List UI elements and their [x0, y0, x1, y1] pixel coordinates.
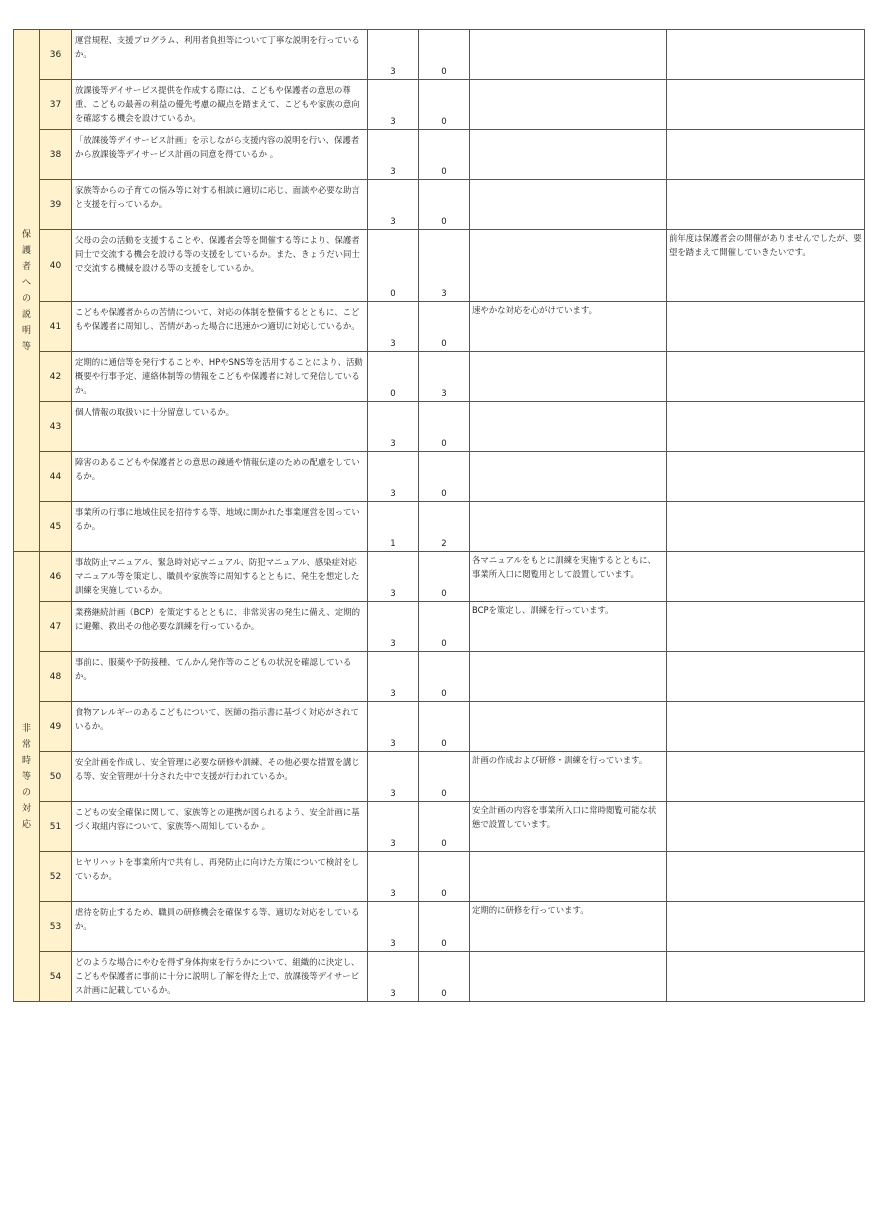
evaluation-table — [13, 29, 865, 1002]
comment-cell — [470, 452, 667, 502]
yes-count: 3 — [368, 180, 419, 230]
section-label-char: 非 — [21, 723, 31, 734]
no-count: 0 — [419, 30, 470, 80]
improvement-cell — [667, 652, 865, 702]
item-number: 40 — [40, 230, 72, 302]
no-count: 0 — [419, 602, 470, 652]
comment-cell — [470, 80, 667, 130]
yes-count: 3 — [368, 952, 419, 1002]
yes-count: 3 — [368, 652, 419, 702]
item-number: 39 — [40, 180, 72, 230]
no-count: 0 — [419, 852, 470, 902]
comment-cell — [470, 180, 667, 230]
question-text: こどもの安全確保に関して、家族等との連携が図られるよう、安全計画に基づく取組内容について、家族等へ周知しているか 。 — [72, 802, 368, 852]
comment-cell — [470, 502, 667, 552]
question-text: 定期的に通信等を発行することや、HPやSNS等を活用することにより、活動概要や行事予定、連絡体制等の情報をこどもや保護者に対して発信しているか。 — [72, 352, 368, 402]
improvement-cell — [667, 952, 865, 1002]
table-row — [14, 180, 865, 230]
improvement-cell — [667, 602, 865, 652]
section-label-char: 等 — [21, 771, 31, 782]
item-number: 38 — [40, 130, 72, 180]
table-row — [14, 952, 865, 1002]
question-text: 個人情報の取扱いに十分留意しているか。 — [72, 402, 368, 452]
section-label-emergency — [14, 552, 40, 1002]
no-count: 0 — [419, 302, 470, 352]
yes-count: 3 — [368, 302, 419, 352]
item-number: 45 — [40, 502, 72, 552]
comment-cell: 速やかな対応を心がけています。 — [470, 302, 667, 352]
improvement-cell — [667, 852, 865, 902]
section-label-char: 明 — [21, 325, 31, 336]
table-row — [14, 852, 865, 902]
yes-count: 3 — [368, 802, 419, 852]
item-number: 51 — [40, 802, 72, 852]
improvement-cell — [667, 702, 865, 752]
table-row — [14, 702, 865, 752]
yes-count: 3 — [368, 80, 419, 130]
no-count: 2 — [419, 502, 470, 552]
table-row — [14, 302, 865, 352]
improvement-cell — [667, 552, 865, 602]
section-label-char: へ — [21, 277, 31, 288]
no-count: 3 — [419, 230, 470, 302]
yes-count: 3 — [368, 402, 419, 452]
improvement-cell — [667, 502, 865, 552]
no-count: 0 — [419, 402, 470, 452]
table-body — [14, 30, 865, 1002]
yes-count: 0 — [368, 230, 419, 302]
question-text: 食物アレルギーのあるこどもについて、医師の指示書に基づく対応がされているか。 — [72, 702, 368, 752]
comment-cell: 計画の作成および研修・訓練を行っています。 — [470, 752, 667, 802]
section-label-char: 常 — [21, 739, 31, 750]
improvement-cell — [667, 180, 865, 230]
item-number: 47 — [40, 602, 72, 652]
no-count: 0 — [419, 802, 470, 852]
item-number: 43 — [40, 402, 72, 452]
table-row — [14, 552, 865, 602]
improvement-cell — [667, 752, 865, 802]
section-label-char: 説 — [21, 309, 31, 320]
no-count: 0 — [419, 902, 470, 952]
question-text: 業務継続計画（BCP）を策定するとともに、非常災害の発生に備え、定期的に避難、救出その他必要な訓練を行っているか。 — [72, 602, 368, 652]
question-text: 運営規程、支援プログラム、利用者負担等について丁寧な説明を行っているか。 — [72, 30, 368, 80]
item-number: 44 — [40, 452, 72, 502]
section-label-char: 護 — [21, 245, 31, 256]
comment-cell — [470, 402, 667, 452]
comment-cell: 定期的に研修を行っています。 — [470, 902, 667, 952]
question-text: 事前に、服薬や予防接種、てんかん発作等のこどもの状況を確認しているか。 — [72, 652, 368, 702]
yes-count: 3 — [368, 702, 419, 752]
no-count: 0 — [419, 702, 470, 752]
improvement-cell — [667, 30, 865, 80]
yes-count: 3 — [368, 30, 419, 80]
yes-count: 3 — [368, 902, 419, 952]
question-text: どのような場合にやむを得ず身体拘束を行うかについて、組織的に決定し、こどもや保護者に事前に十分に説明し了解を得た上で、放課後等デイサービス計画に記載しているか。 — [72, 952, 368, 1002]
yes-count: 3 — [368, 552, 419, 602]
comment-cell: 各マニュアルをもとに訓練を実施するとともに、事業所入口に閲覧用として設置しています。 — [470, 552, 667, 602]
section-label-guardian — [14, 30, 40, 552]
question-text: 障害のあるこどもや保護者との意思の疎通や情報伝達のための配慮をしているか。 — [72, 452, 368, 502]
question-text: こどもや保護者からの苦情について、対応の体制を整備するとともに、こどもや保護者に周知し、苦情があった場合に迅速かつ適切に対応しているか。 — [72, 302, 368, 352]
comment-cell: BCPを策定し、訓練を行っています。 — [470, 602, 667, 652]
improvement-cell — [667, 902, 865, 952]
item-number: 42 — [40, 352, 72, 402]
no-count: 0 — [419, 552, 470, 602]
improvement-cell — [667, 402, 865, 452]
item-number: 54 — [40, 952, 72, 1002]
comment-cell — [470, 952, 667, 1002]
yes-count: 3 — [368, 752, 419, 802]
table-row — [14, 502, 865, 552]
question-text: 事故防止マニュアル、緊急時対応マニュアル、防犯マニュアル、感染症対応マニュアル等を策定し、職員や家族等に周知するとともに、発生を想定した訓練を実施しているか。 — [72, 552, 368, 602]
section-label-char: 者 — [21, 261, 31, 272]
no-count: 0 — [419, 130, 470, 180]
no-count: 0 — [419, 80, 470, 130]
comment-cell — [470, 30, 667, 80]
item-number: 36 — [40, 30, 72, 80]
improvement-cell — [667, 80, 865, 130]
no-count: 0 — [419, 180, 470, 230]
table-row — [14, 130, 865, 180]
question-text: 安全計画を作成し、安全管理に必要な研修や訓練、その他必要な措置を講じる等、安全管理が十分された中で支援が行われているか。 — [72, 752, 368, 802]
table-row — [14, 752, 865, 802]
yes-count: 3 — [368, 452, 419, 502]
table-row — [14, 30, 865, 80]
section-label-char: 時 — [21, 755, 31, 766]
section-label-char: 対 — [21, 803, 31, 814]
section-label-char: の — [21, 787, 31, 798]
yes-count: 3 — [368, 130, 419, 180]
improvement-cell — [667, 352, 865, 402]
question-text: 父母の会の活動を支援することや、保護者会等を開催する等により、保護者同士で交流する機会を設ける等の支援をしているか。また、きょうだい同士で交流する機械を設ける等の支援をしているか。 — [72, 230, 368, 302]
no-count: 0 — [419, 752, 470, 802]
section-label-char: 応 — [21, 819, 31, 830]
question-text: 事業所の行事に地域住民を招待する等、地域に開かれた事業運営を図っているか。 — [72, 502, 368, 552]
table-row — [14, 452, 865, 502]
yes-count: 3 — [368, 852, 419, 902]
item-number: 37 — [40, 80, 72, 130]
question-text: 「放課後等デイサービス計画」を示しながら支援内容の説明を行い、保護者から放課後等デイサービス計画の同意を得ているか 。 — [72, 130, 368, 180]
improvement-cell — [667, 130, 865, 180]
improvement-cell — [667, 452, 865, 502]
question-text: 虐待を防止するため、職員の研修機会を確保する等、適切な対応をしているか。 — [72, 902, 368, 952]
no-count: 0 — [419, 952, 470, 1002]
table-row — [14, 402, 865, 452]
yes-count: 1 — [368, 502, 419, 552]
item-number: 46 — [40, 552, 72, 602]
comment-cell — [470, 230, 667, 302]
yes-count: 0 — [368, 352, 419, 402]
improvement-cell — [667, 802, 865, 852]
table-row — [14, 352, 865, 402]
table-row — [14, 602, 865, 652]
table-row — [14, 902, 865, 952]
table-row — [14, 802, 865, 852]
yes-count: 3 — [368, 602, 419, 652]
question-text: ヒヤリハットを事業所内で共有し、再発防止に向けた方策について検討をしているか。 — [72, 852, 368, 902]
section-label-char: 保 — [21, 229, 31, 240]
section-label-char: の — [21, 293, 31, 304]
improvement-cell — [667, 302, 865, 352]
question-text: 放課後等デイサービス提供を作成する際には、こどもや保護者の意思の尊重、こどもの最善の利益の優先考慮の観点を踏まえて、こどもや家族の意向を確認する機会を設けているか。 — [72, 80, 368, 130]
no-count: 0 — [419, 452, 470, 502]
item-number: 50 — [40, 752, 72, 802]
item-number: 49 — [40, 702, 72, 752]
improvement-cell: 前年度は保護者会の開催がありませんでしたが、要望を踏まえて開催していきたいです。 — [667, 230, 865, 302]
question-text: 家族等からの子育ての悩み等に対する相談に適切に応じ、面談や必要な助言と支援を行っているか。 — [72, 180, 368, 230]
table-row — [14, 80, 865, 130]
no-count: 0 — [419, 652, 470, 702]
comment-cell — [470, 352, 667, 402]
item-number: 48 — [40, 652, 72, 702]
table-row — [14, 230, 865, 302]
item-number: 52 — [40, 852, 72, 902]
item-number: 53 — [40, 902, 72, 952]
comment-cell: 安全計画の内容を事業所入口に常時閲覧可能な状態で設置しています。 — [470, 802, 667, 852]
no-count: 3 — [419, 352, 470, 402]
comment-cell — [470, 652, 667, 702]
table-row — [14, 652, 865, 702]
comment-cell — [470, 130, 667, 180]
comment-cell — [470, 852, 667, 902]
item-number: 41 — [40, 302, 72, 352]
section-label-char: 等 — [21, 341, 31, 352]
comment-cell — [470, 702, 667, 752]
